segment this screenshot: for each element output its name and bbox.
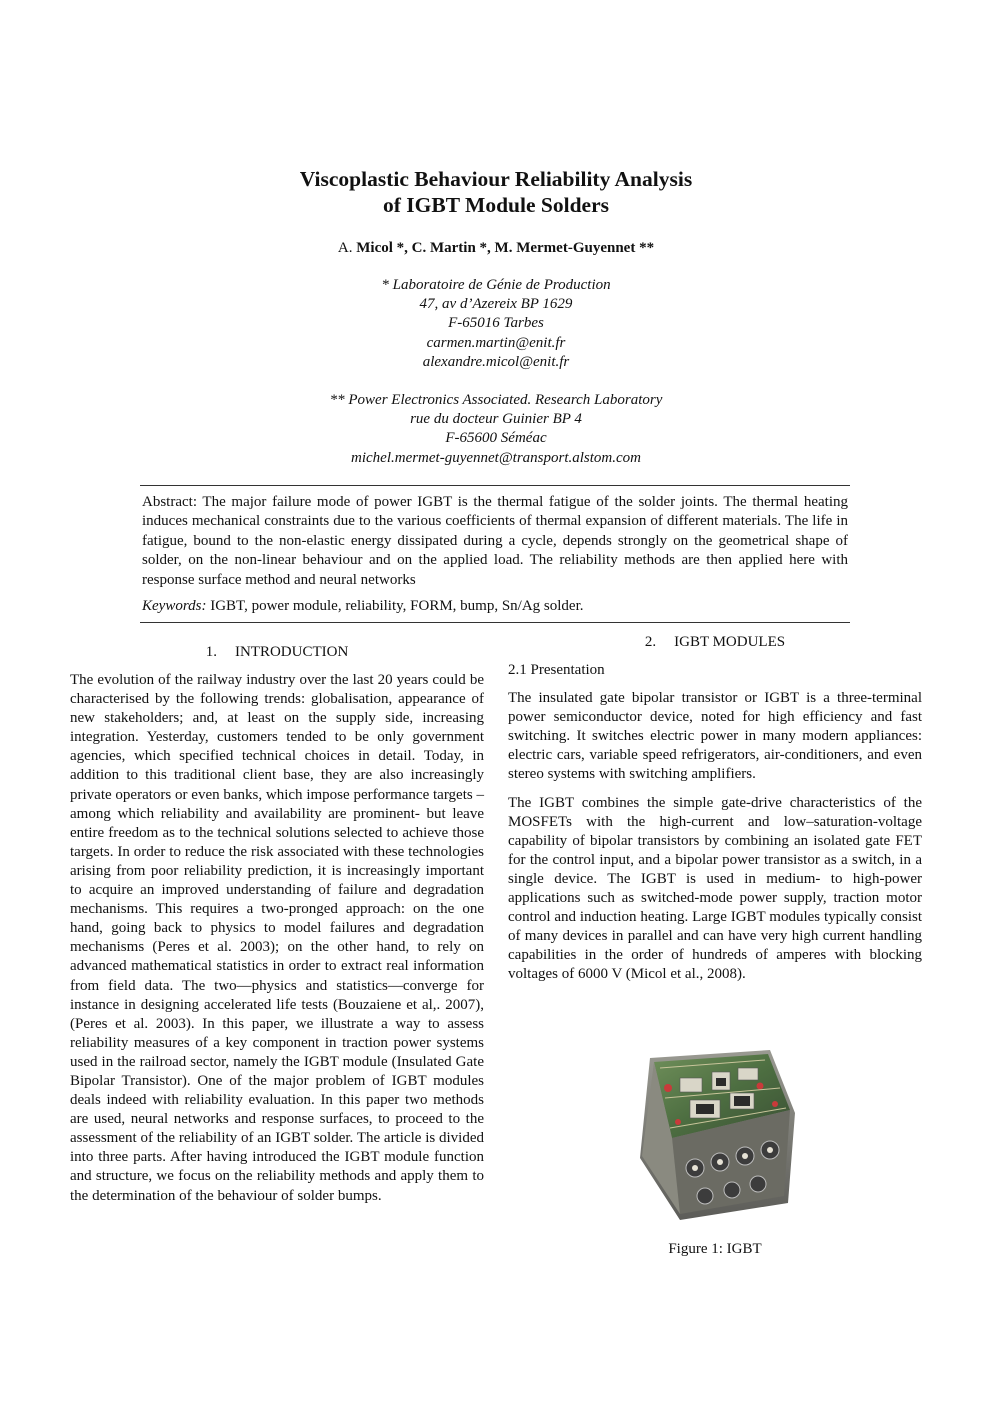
affiliation-2-city: F-65600 Séméac: [445, 430, 547, 447]
author-names: Micol *, C. Martin *, M. Mermet-Guyennet **: [356, 240, 655, 256]
figure-1-caption: Figure 1: IGBT: [668, 1241, 762, 1257]
section-2-number: 2.: [644, 634, 657, 650]
affiliation-1-email-1: carmen.martin@enit.fr: [426, 334, 566, 351]
subsection-2-1-heading: 2.1 Presentation: [508, 662, 605, 678]
author-list: [0, 238, 992, 258]
title-line-1: Viscoplastic Behaviour Reliability Analysis: [299, 167, 693, 191]
right-column: [508, 632, 922, 994]
igbt-module-image: [620, 1038, 810, 1228]
title-line-2: of IGBT Module Solders: [383, 193, 609, 217]
introduction-paragraph: The evolution of the railway industry over the last 20 years could be characterised by the following trends: globalisation, appearance of new stakeholders; and, at least on the supply side, increasing integration. Yesterday, customers tended to be only government agencies, which specified technical choices in detail. Today, in addition to this traditional client base, they are also increasingly private operators or even banks, which impose performance targets – among which reliability and availability are prominent- but leave entire freedom as to the technical solutions selected to achieve those targets. In order to reduce the risk associated with these technologies arising from poor reliability prediction, it is increasingly important to acquire an improved understanding of failure and degradation mechanisms. This requires a two-pronged approach: on the one hand, going back to physics to model failures and degradation mechanisms (Peres et al. 2003); on the other hand, to rely on advanced mathematical statistics in order to extract real information from field data. The two—physics and statistics—converge for instance in designing accelerated life tests (Bouzaiene et al,. 2007), (Peres et al. 2003). In this paper, we illustrate a way to assess reliability measures of a key component in traction power systems used in the railroad sector, namely the IGBT module (Insulated Gate Bipolar Transistor). One of the major problem of IGBT modules deals indeed with reliability evaluation. In this paper two methods are used, neural networks and response surfaces, to proceed to the assessment of the reliability of an IGBT solder. The article is divided into three parts. After having introduced the IGBT module function and structure, we focus on the reliability methods and apply them to the determination of the behaviour of solder bumps.: [70, 672, 484, 1204]
keywords: [142, 596, 848, 616]
affiliation-1-street: 47, av d’Azereix BP 1629: [419, 296, 573, 313]
keywords-label: Keywords:: [142, 598, 207, 614]
affiliation-1-email-2: alexandre.micol@enit.fr: [422, 353, 570, 370]
section-2-title: IGBT MODULES: [674, 634, 786, 650]
figure-1: [508, 1038, 922, 1259]
abstract-top-rule: [140, 485, 850, 486]
section-1-number: 1.: [205, 644, 217, 660]
author-initial: A.: [337, 240, 353, 256]
keywords-list: IGBT, power module, reliability, FORM, bump, Sn/Ag solder.: [210, 598, 584, 614]
paper-title: [0, 166, 992, 218]
affiliation-1: [0, 276, 992, 372]
section-1-title: INTRODUCTION: [234, 644, 349, 660]
affiliation-2: [0, 391, 992, 468]
section-2-heading: [508, 632, 922, 652]
igbt-paragraph-1: The insulated gate bipolar transistor or IGBT is a three-terminal power semiconductor device, noted for high efficiency and fast switching. It switches electric power in many modern appliances: electric cars, variable speed refrigerators, air-conditioners, and even stereo systems with switching amplifiers.: [508, 690, 922, 783]
affiliation-2-lab: ** Power Electronics Associated. Research Laboratory: [329, 392, 663, 408]
abstract-bottom-rule: [140, 622, 850, 623]
igbt-paragraph-2: The IGBT combines the simple gate-drive characteristics of the MOSFETs with the high-current and low–saturation-voltage capability of bipolar transistors by combining an isolated gate FET for the control input, and a bipolar power transistor as a switch, in a single device. The IGBT is used in medium- to high-power applications such as switched-mode power supply, traction motor control and induction heating. Large IGBT modules typically consist of many devices in parallel and can have very high current handling capabilities in the order of hundreds of amperes with blocking voltages of 6000 V (Micol et al., 2008).: [508, 794, 922, 983]
affiliation-2-email: michel.mermet-guyennet@transport.alstom.com: [351, 449, 641, 466]
left-column: [70, 642, 484, 1215]
abstract-text: Abstract: The major failure mode of power IGBT is the thermal fatigue of the solder joints. The thermal heating induces mechanical constraints due to the various coefficients of thermal expansion of different materials. The life in fatigue, bound to the non-elastic energy dissipated during a cycle, depends strongly on the geometrical shape of solder, on the non-linear behaviour and on the applied load. The reliability methods are then applied here with response surface method and neural networks: [142, 494, 848, 588]
section-1-heading: [70, 642, 484, 662]
affiliation-1-lab: * Laboratoire de Génie de Production: [381, 277, 611, 293]
affiliation-2-street: rue du docteur Guinier BP 4: [410, 411, 582, 428]
affiliation-1-city: F-65016 Tarbes: [448, 315, 544, 332]
